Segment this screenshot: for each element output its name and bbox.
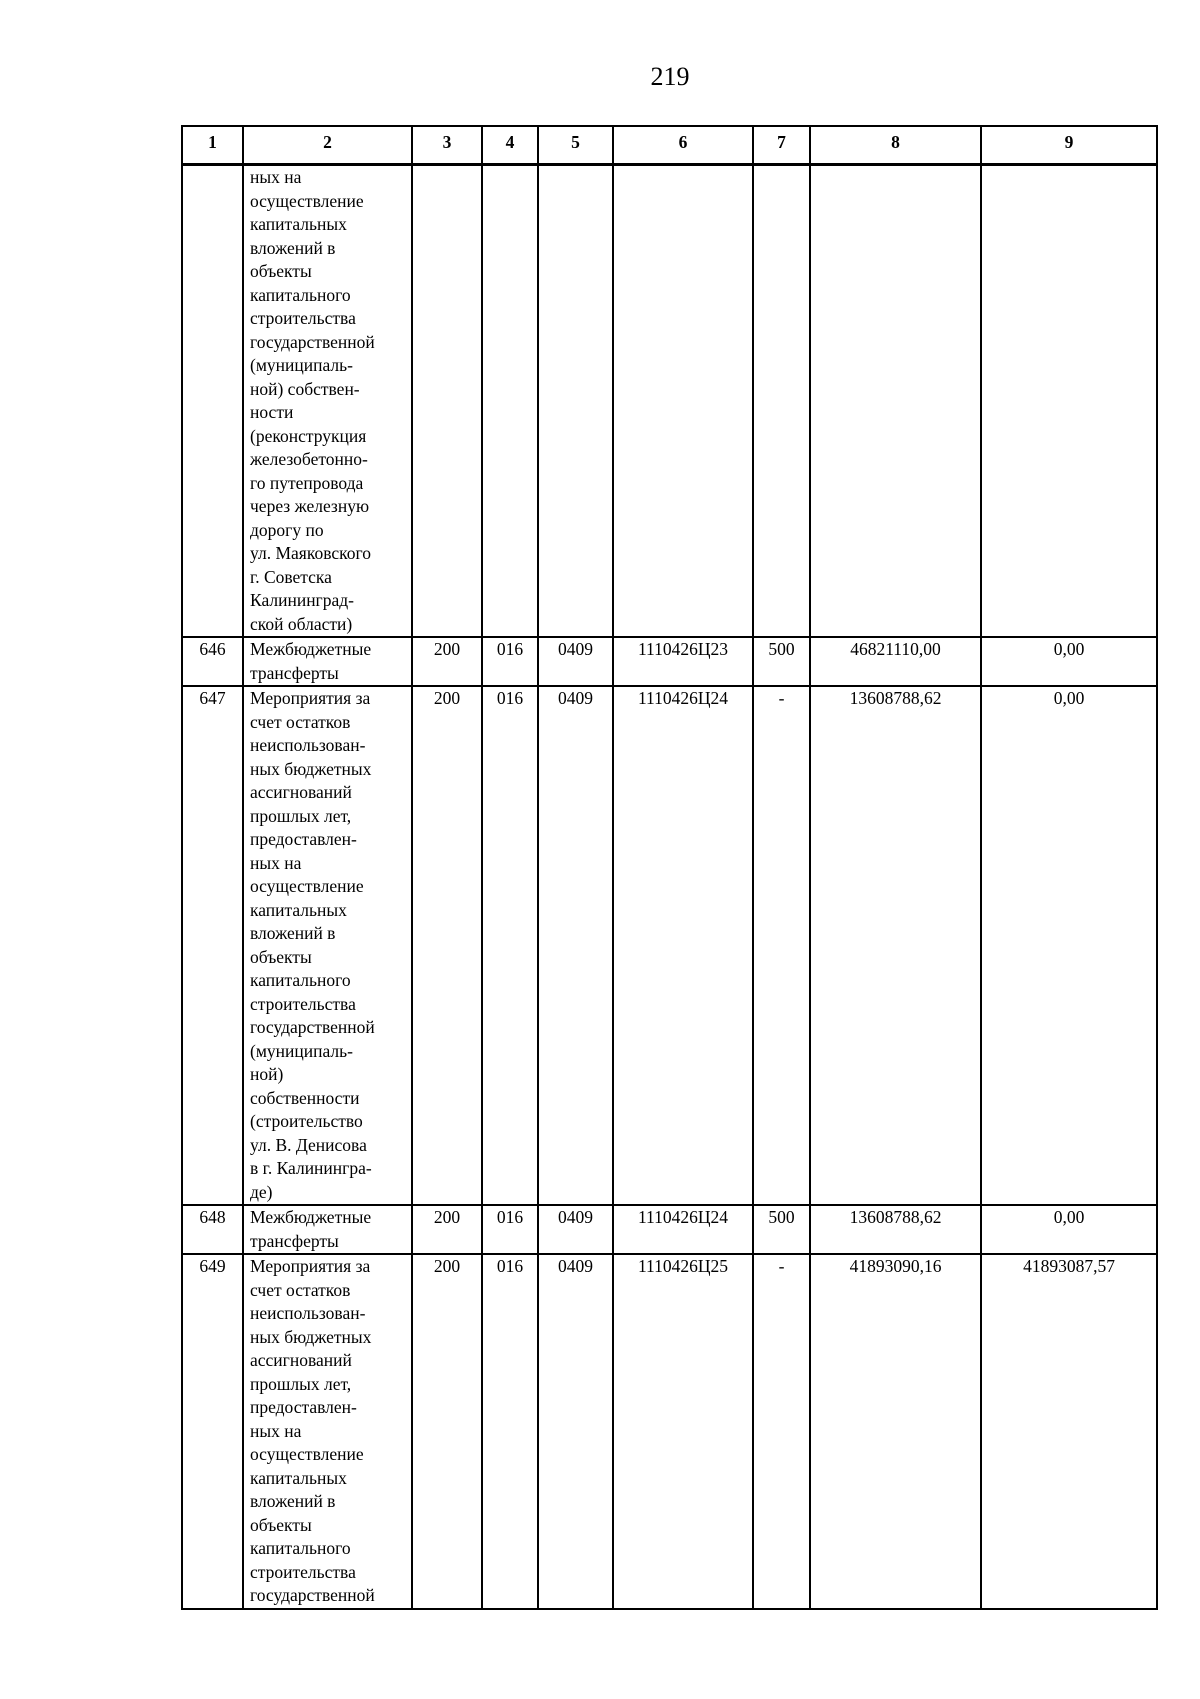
column-header: 4	[482, 126, 538, 165]
header-row	[182, 126, 1157, 165]
cell-col6: 1110426Ц25	[613, 1254, 753, 1609]
description-line: осуществление	[250, 190, 364, 211]
description-line: осуществление	[250, 1444, 364, 1464]
cell-col9	[981, 165, 1157, 638]
column-header: 6	[613, 126, 753, 165]
cell-col5: 0409	[538, 1254, 613, 1609]
cell-col7: -	[753, 1254, 810, 1609]
description-line: объекты	[250, 1514, 312, 1535]
description-line: капитального	[250, 284, 351, 305]
row-description	[243, 165, 412, 638]
description-line: (муниципаль-	[250, 1040, 353, 1061]
description-line: осуществление	[250, 876, 364, 896]
row-description	[243, 686, 412, 1205]
description-line: ных на	[250, 852, 302, 873]
cell-col6: 1110426Ц23	[613, 637, 753, 686]
description-line: предоставлен-	[250, 1397, 357, 1417]
description-line: Мероприятия за	[250, 1256, 371, 1276]
table-row	[182, 686, 1157, 1205]
cell-col9: 0,00	[981, 637, 1157, 686]
description-line: Межбюджетные	[250, 639, 372, 659]
table-row	[182, 637, 1157, 686]
description-line: железобетонно-	[250, 449, 368, 469]
description-line: неиспользован-	[250, 735, 366, 755]
cell-col4: 016	[482, 637, 538, 686]
description-line: капитальных	[250, 1467, 347, 1488]
description-line: ной) собствен-	[250, 378, 360, 399]
description-line: трансферты	[250, 662, 339, 683]
row-description	[243, 637, 412, 686]
column-header: 1	[182, 126, 243, 165]
row-number: 649	[182, 1254, 243, 1609]
description-line: прошлых лет,	[250, 1373, 352, 1394]
cell-col3: 200	[412, 637, 482, 686]
column-header: 2	[243, 126, 412, 165]
cell-col4	[482, 165, 538, 638]
description-line: объекты	[250, 261, 312, 281]
column-header: 7	[753, 126, 810, 165]
description-line: неиспользован-	[250, 1303, 366, 1323]
description-line: вложений в	[250, 923, 336, 943]
description-line: строительства	[250, 308, 356, 328]
row-number	[182, 165, 243, 638]
description-line: ности	[250, 402, 294, 422]
cell-col7	[753, 165, 810, 638]
cell-col7: 500	[753, 637, 810, 686]
description-line: ных бюджетных	[250, 1326, 372, 1347]
description-line: го путепровода	[250, 472, 364, 493]
description-line: г. Советска	[250, 566, 332, 587]
cell-col8	[810, 165, 981, 638]
cell-col6: 1110426Ц24	[613, 686, 753, 1205]
description-line: счет остатков	[250, 1279, 351, 1300]
cell-col4: 016	[482, 1205, 538, 1254]
cell-col3: 200	[412, 686, 482, 1205]
description-line: капитального	[250, 970, 351, 990]
cell-col6	[613, 165, 753, 638]
description-line: вложений в	[250, 1491, 336, 1511]
row-description	[243, 1254, 412, 1609]
description-line: трансферты	[250, 1230, 339, 1251]
page-number: 219	[650, 62, 690, 91]
cell-col8: 13608788,62	[810, 686, 981, 1205]
cell-col8: 41893090,16	[810, 1254, 981, 1609]
description-line: ассигнований	[250, 782, 352, 802]
description-line: ул. В. Денисова	[250, 1134, 367, 1155]
cell-col5	[538, 165, 613, 638]
row-number: 646	[182, 637, 243, 686]
description-line: счет остатков	[250, 711, 351, 732]
description-line: через железную	[250, 496, 370, 516]
cell-col6: 1110426Ц24	[613, 1205, 753, 1254]
cell-col8: 13608788,62	[810, 1205, 981, 1254]
description-line: ных на	[250, 1420, 302, 1441]
cell-col5: 0409	[538, 1205, 613, 1254]
description-line: предоставлен-	[250, 829, 357, 849]
table-row	[182, 1205, 1157, 1254]
column-header: 5	[538, 126, 613, 165]
description-line: государственной	[250, 1585, 375, 1605]
description-line: капитального	[250, 1538, 351, 1558]
description-line: дорогу по	[250, 519, 324, 540]
table-row	[182, 1254, 1157, 1609]
description-line: в г. Калинингра-	[250, 1158, 372, 1178]
description-line: строительства	[250, 1561, 356, 1582]
description-line: собственности	[250, 1087, 360, 1108]
description-line: Калининград-	[250, 590, 354, 610]
description-line: (строительство	[250, 1111, 363, 1131]
description-line: де)	[250, 1181, 273, 1202]
cell-col8: 46821110,00	[810, 637, 981, 686]
cell-col9: 41893087,57	[981, 1254, 1157, 1609]
column-header: 8	[810, 126, 981, 165]
description-line: капитальных	[250, 899, 347, 920]
cell-col9: 0,00	[981, 1205, 1157, 1254]
cell-col3	[412, 165, 482, 638]
description-line: вложений в	[250, 237, 336, 258]
cell-col5: 0409	[538, 637, 613, 686]
description-line: объекты	[250, 946, 312, 967]
description-line: Мероприятия за	[250, 688, 371, 708]
cell-col4: 016	[482, 686, 538, 1205]
row-number: 647	[182, 686, 243, 1205]
description-line: ных на	[250, 167, 302, 187]
description-line: Межбюджетные	[250, 1207, 372, 1227]
cell-col7: 500	[753, 1205, 810, 1254]
table-row	[182, 165, 1157, 638]
cell-col7: -	[753, 686, 810, 1205]
cell-col5: 0409	[538, 686, 613, 1205]
description-line: государственной	[250, 331, 375, 352]
description-line: ной)	[250, 1064, 284, 1084]
budget-table	[181, 125, 1158, 1610]
description-line: строительства	[250, 993, 356, 1014]
cell-col4: 016	[482, 1254, 538, 1609]
cell-col9: 0,00	[981, 686, 1157, 1205]
row-number: 648	[182, 1205, 243, 1254]
description-line: (муниципаль-	[250, 355, 353, 375]
row-description	[243, 1205, 412, 1254]
description-line: ул. Маяковского	[250, 543, 371, 563]
description-line: капитальных	[250, 214, 347, 234]
description-line: (реконструкция	[250, 425, 367, 446]
description-line: прошлых лет,	[250, 805, 352, 826]
description-line: государственной	[250, 1017, 375, 1037]
column-header: 9	[981, 126, 1157, 165]
column-header: 3	[412, 126, 482, 165]
description-line: ассигнований	[250, 1350, 352, 1370]
cell-col3: 200	[412, 1205, 482, 1254]
table-header	[182, 126, 1157, 165]
cell-col3: 200	[412, 1254, 482, 1609]
description-line: ных бюджетных	[250, 758, 372, 779]
description-line: ской области)	[250, 613, 353, 634]
